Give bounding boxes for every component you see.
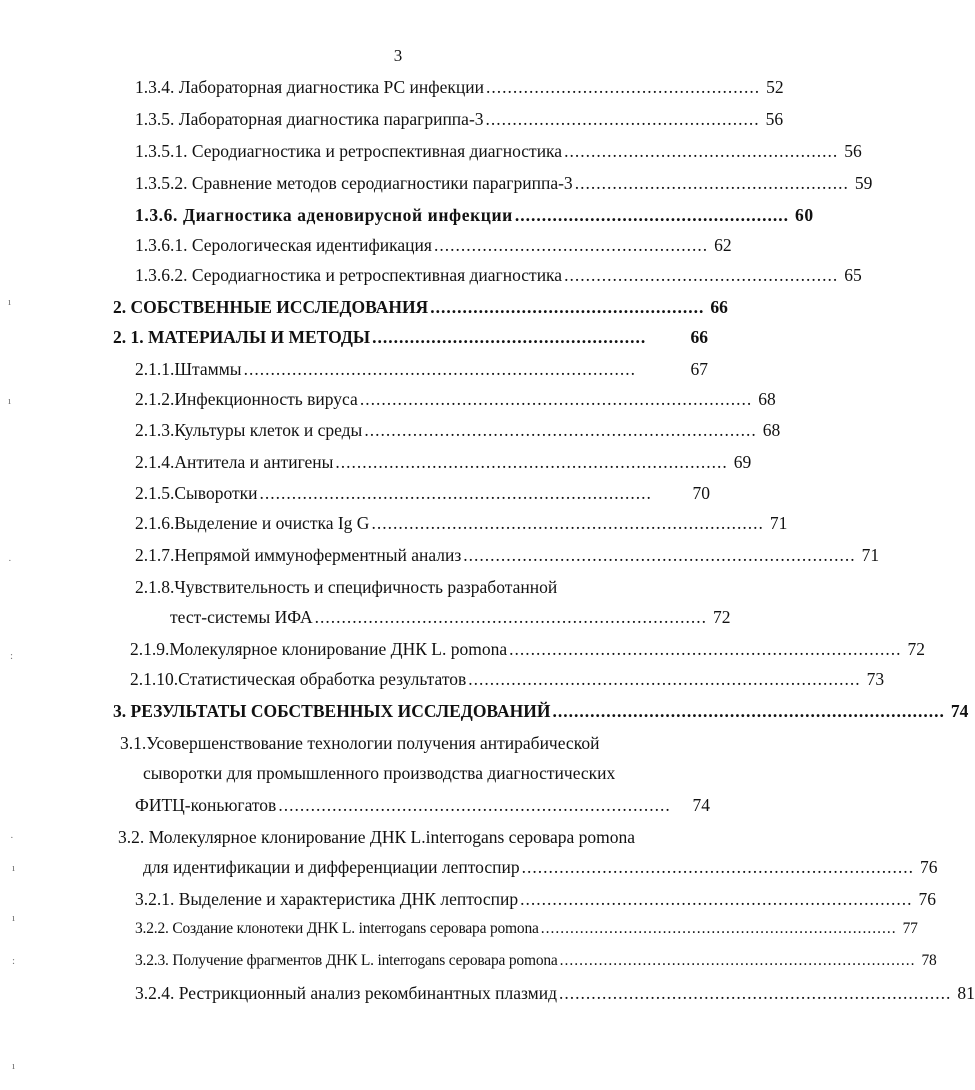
toc-entry: ФИТЦ-коньюгатов ......................................................................... 74 (135, 795, 710, 815)
toc-section-heading: 1.3.6. Диагностика аденовирусной инфекции ................................................... 60 (135, 205, 814, 225)
toc-entry: 1.3.6.1. Серологическая идентификация ................................................... 62 (135, 235, 732, 255)
scan-speck: · (10, 832, 14, 844)
scan-speck: ı (12, 1060, 16, 1072)
toc-entry: 1.3.6.2. Серодиагностика и ретроспективная диагностика ................................................... 65 (135, 265, 862, 285)
toc-entry: 3.2.3. Получение фрагментов ДНК L. interrogans серовара pomona ......................................................................... 78 (135, 952, 937, 969)
toc-entry-continued: 3.2. Молекулярное клонирование ДНК L.interrogans серовара pomona (118, 827, 636, 847)
table-of-contents (0, 74, 975, 1084)
scan-speck: ı (12, 912, 16, 924)
toc-entry: 3.2.1. Выделение и характеристика ДНК лептоспир ......................................................................... 76 (135, 889, 936, 909)
toc-chapter-heading: 3. РЕЗУЛЬТАТЫ СОБСТВЕННЫХ ИССЛЕДОВАНИЙ ......................................................................... 74 (113, 701, 969, 721)
scan-speck: : (10, 650, 14, 662)
toc-entry: 2.1.7.Непрямой иммуноферментный анализ ......................................................................... 71 (135, 545, 880, 565)
toc-entry: 2.1.3.Культуры клеток и среды ......................................................................... 68 (135, 420, 781, 440)
toc-entry: 1.3.5.1. Серодиагностика и ретроспективная диагностика ................................................... 56 (135, 141, 862, 161)
toc-entry: 2.1.6.Выделение и очистка Ig G ......................................................................... 71 (135, 513, 788, 533)
scan-speck: : (12, 955, 16, 967)
toc-entry: тест-системы ИФА ......................................................................... 72 (170, 607, 731, 627)
toc-chapter-heading: 2. 1. МАТЕРИАЛЫ И МЕТОДЫ ................................................... 66 (113, 327, 708, 347)
toc-entry-continued: 2.1.8.Чувствительность и специфичность разработанной (135, 577, 558, 597)
toc-entry: 2.1.4.Антитела и антигены ......................................................................... 69 (135, 452, 752, 472)
toc-entry: для идентификации и дифференциации лептоспир ......................................................................... 76 (143, 857, 938, 877)
scan-speck: ı (12, 862, 16, 874)
scan-speck: ı (8, 395, 12, 407)
toc-entry: 2.1.9.Молекулярное клонирование ДНК L. pomona ......................................................................... 72 (130, 639, 925, 659)
toc-entry: 1.3.5. Лабораторная диагностика парагриппа-3 ................................................... 56 (135, 109, 784, 129)
toc-entry-continued: сыворотки для промышленного производства диагностических (143, 763, 616, 783)
toc-entry: 1.3.4. Лабораторная диагностика РС инфекции ................................................... 52 (135, 77, 784, 97)
toc-entry: 2.1.2.Инфекционность вируса ......................................................................... 68 (135, 389, 776, 409)
toc-entry: 2.1.1.Штаммы ......................................................................... 67 (135, 359, 708, 379)
toc-entry: 1.3.5.2. Сравнение методов серодиагностики парагриппа-3 ................................................... 59 (135, 173, 873, 193)
scan-speck: ı (8, 296, 12, 308)
page-number: 3 (393, 46, 403, 65)
toc-entry: 3.2.2. Создание клонотеки ДНК L. interrogans серовара pomona ......................................................................... 77 (135, 920, 918, 937)
toc-entry: 3.2.4. Рестрикционный анализ рекомбинантных плазмид ......................................................................... 81 (135, 983, 975, 1003)
toc-entry-continued: 3.1.Усовершенствование технологии получения антирабической (120, 733, 600, 753)
toc-chapter-heading: 2. СОБСТВЕННЫЕ ИССЛЕДОВАНИЯ ................................................... 66 (113, 297, 728, 317)
scan-speck: · (8, 555, 12, 567)
toc-entry: 2.1.10.Статистическая обработка результатов ......................................................................... 73 (130, 669, 885, 689)
toc-entry: 2.1.5.Сыворотки ......................................................................... 70 (135, 483, 710, 503)
